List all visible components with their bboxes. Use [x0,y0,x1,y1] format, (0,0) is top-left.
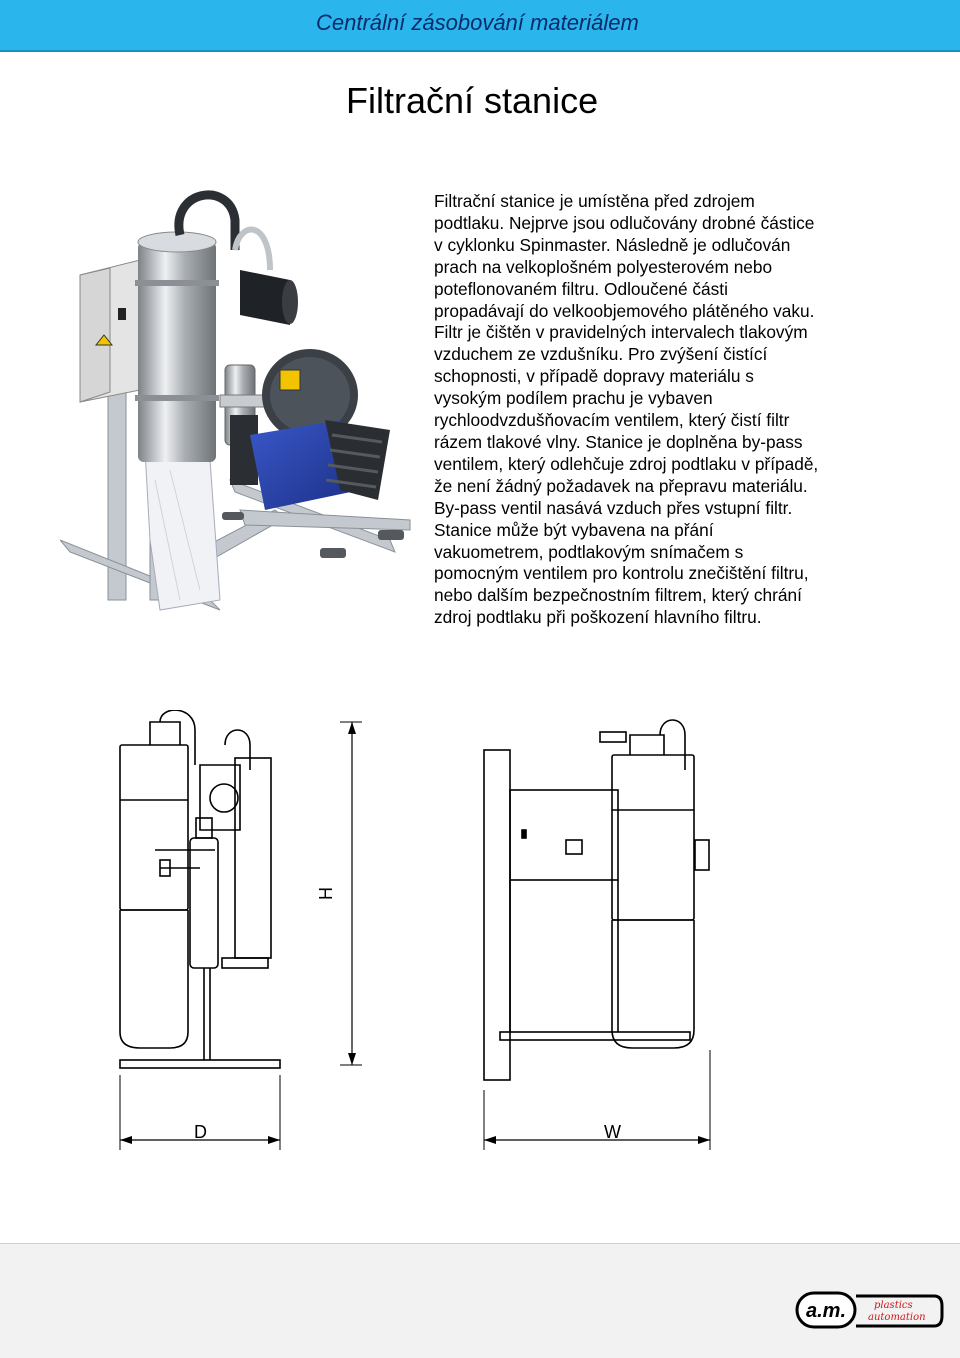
front-view-drawing [470,710,750,1160]
blower [250,349,390,510]
logo-line2: automation [868,1312,926,1323]
filter-cylinder [135,232,219,462]
side-view-drawing [100,710,380,1160]
text-line: Stanice může být vybavena na přání [434,519,714,540]
width-label: W [604,1122,621,1142]
inlet-filter [240,270,298,325]
control-box [80,260,140,402]
text-line: vakuometrem, podtlakovým snímačem s [434,541,744,562]
logo-brand: a.m. [805,1300,847,1322]
header-title: Centrální zásobování materiálem [316,10,639,35]
text-line: v cyklonku Spinmaster. Následně je odlučován [434,234,791,255]
depth-label: D [194,1122,207,1142]
description-text [434,191,874,629]
text-line: propadávají do velkoobjemového plátěného vaku. [434,300,815,321]
text-line: ventilem, který odlehčuje zdroj podtlaku v případě, [434,453,819,474]
logo-line1: plastics [874,1300,913,1311]
filter-bag [145,450,220,610]
text-line: podtlaku. Nejprve jsou odlučovány drobné částice [434,212,815,233]
text-line: prach na velkoplošném polyesterovém nebo [434,256,773,277]
text-line: vzduchem ze vzdušníku. Pro zvýšení čistící [434,344,768,365]
text-line: vysokým podílem prachu je vybaven [434,388,713,409]
header-bar [0,0,960,52]
filter-station-photo [60,180,420,620]
text-line: nebo dalším bezpečnostním filtrem, který chrání [434,585,802,606]
company-logo [794,1288,944,1334]
text-line: pomocným ventilem pro kontrolu znečištění filtru, [434,563,809,584]
text-line: poteflonovaném filtru. Odloučené části [434,278,728,299]
height-label: H [316,887,336,900]
text-line: rázem tlakové vlny. Stanice je doplněna by-pass [434,431,803,452]
text-line: Filtrační stanice je umístěna před zdrojem [434,191,755,211]
text-line: že není žádný požadavek na přepravu materiálu. [434,475,808,496]
text-line: Filtr je čištěn v pravidelných intervalech tlakovým [434,322,808,343]
page-title: Filtrační stanice [346,80,599,121]
text-line: zdroj podtlaku při poškození hlavního filtru. [434,607,762,628]
text-line: By-pass ventil nasává vzduch přes vstupní filtr. [434,497,793,518]
text-line: schopnosti, v případě dopravy materiálu s [434,366,754,387]
text-line: rychloodvzdušňovacím ventilem, který čistí filtr [434,410,790,431]
